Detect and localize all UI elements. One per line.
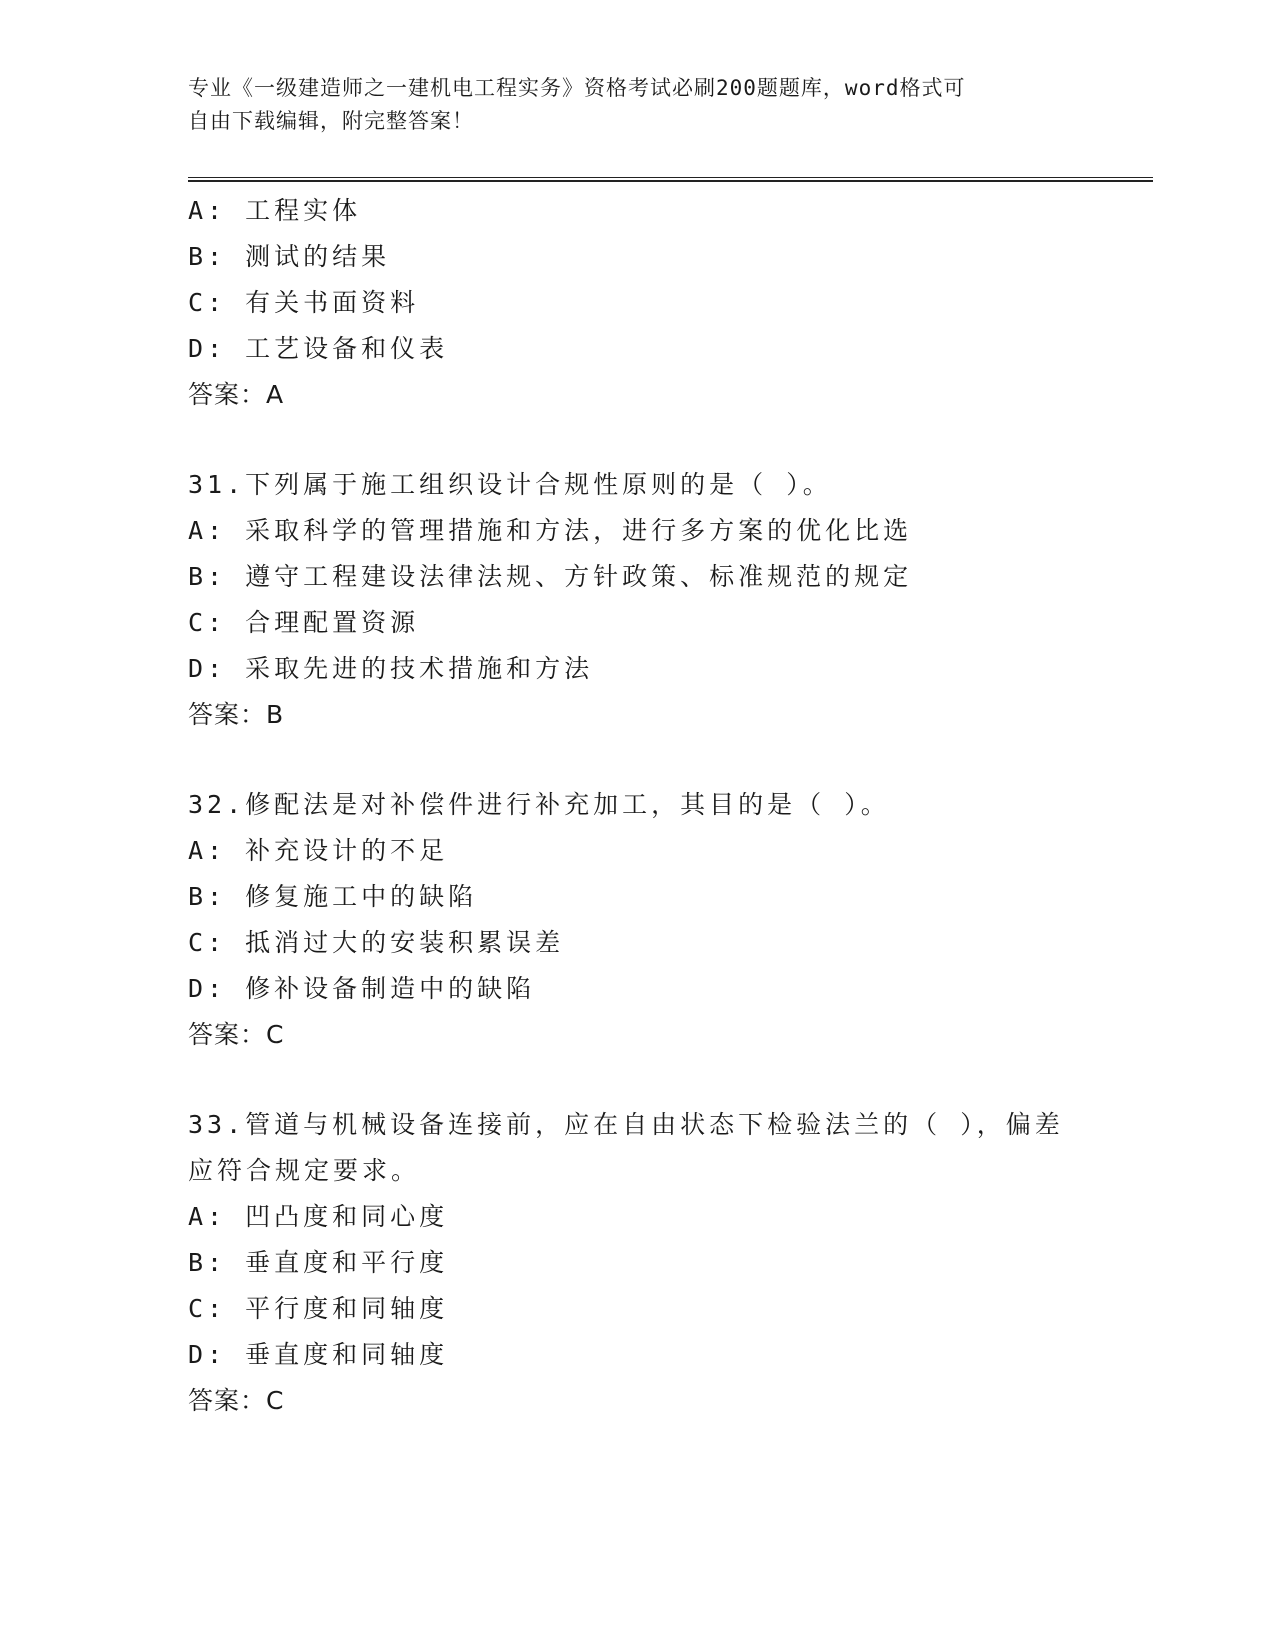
header-divider (188, 177, 1153, 182)
question-text: 31.下列属于施工组织设计合规性原则的是（ ）。 (188, 470, 832, 499)
document-header (188, 72, 1088, 138)
option-d: D: 采取先进的技术措施和方法 (188, 654, 594, 683)
header-line-2: 自由下载编辑，附完整答案！ (188, 109, 474, 133)
option-d: D: 工艺设备和仪表 (188, 334, 449, 363)
option-c: C: 合理配置资源 (188, 608, 420, 637)
option-c: C: 抵消过大的安装积累误差 (188, 928, 565, 957)
answer: 答案：A (188, 380, 285, 409)
question-list (188, 188, 1153, 1424)
option-c: C: 平行度和同轴度 (188, 1294, 449, 1323)
option-a: A: 采取科学的管理措施和方法，进行多方案的优化比选 (188, 516, 913, 545)
question-33 (188, 1102, 1153, 1424)
option-b: B: 修复施工中的缺陷 (188, 882, 478, 911)
question-text-line-1: 33.管道与机械设备连接前，应在自由状态下检验法兰的（ ），偏差 (188, 1110, 1064, 1139)
option-b: B: 垂直度和平行度 (188, 1248, 449, 1277)
answer: 答案：B (188, 700, 285, 729)
option-c: C: 有关书面资料 (188, 288, 420, 317)
option-d: D: 垂直度和同轴度 (188, 1340, 449, 1369)
option-a: A: 凹凸度和同心度 (188, 1202, 449, 1231)
question-30 (188, 188, 1153, 418)
option-b: B: 遵守工程建设法律法规、方针政策、标准规范的规定 (188, 562, 913, 591)
option-a: A: 补充设计的不足 (188, 836, 449, 865)
question-text: 32.修配法是对补偿件进行补充加工，其目的是（ ）。 (188, 790, 890, 819)
question-31 (188, 462, 1153, 738)
answer: 答案：C (188, 1020, 285, 1049)
question-text-line-2: 应符合规定要求。 (188, 1156, 421, 1185)
answer: 答案：C (188, 1386, 285, 1415)
option-d: D: 修补设备制造中的缺陷 (188, 974, 536, 1003)
header-line-1: 专业《一级建造师之一建机电工程实务》资格考试必刷200题题库，word格式可 (188, 76, 966, 100)
question-32 (188, 782, 1153, 1058)
option-b: B: 测试的结果 (188, 242, 391, 271)
option-a: A: 工程实体 (188, 196, 362, 225)
